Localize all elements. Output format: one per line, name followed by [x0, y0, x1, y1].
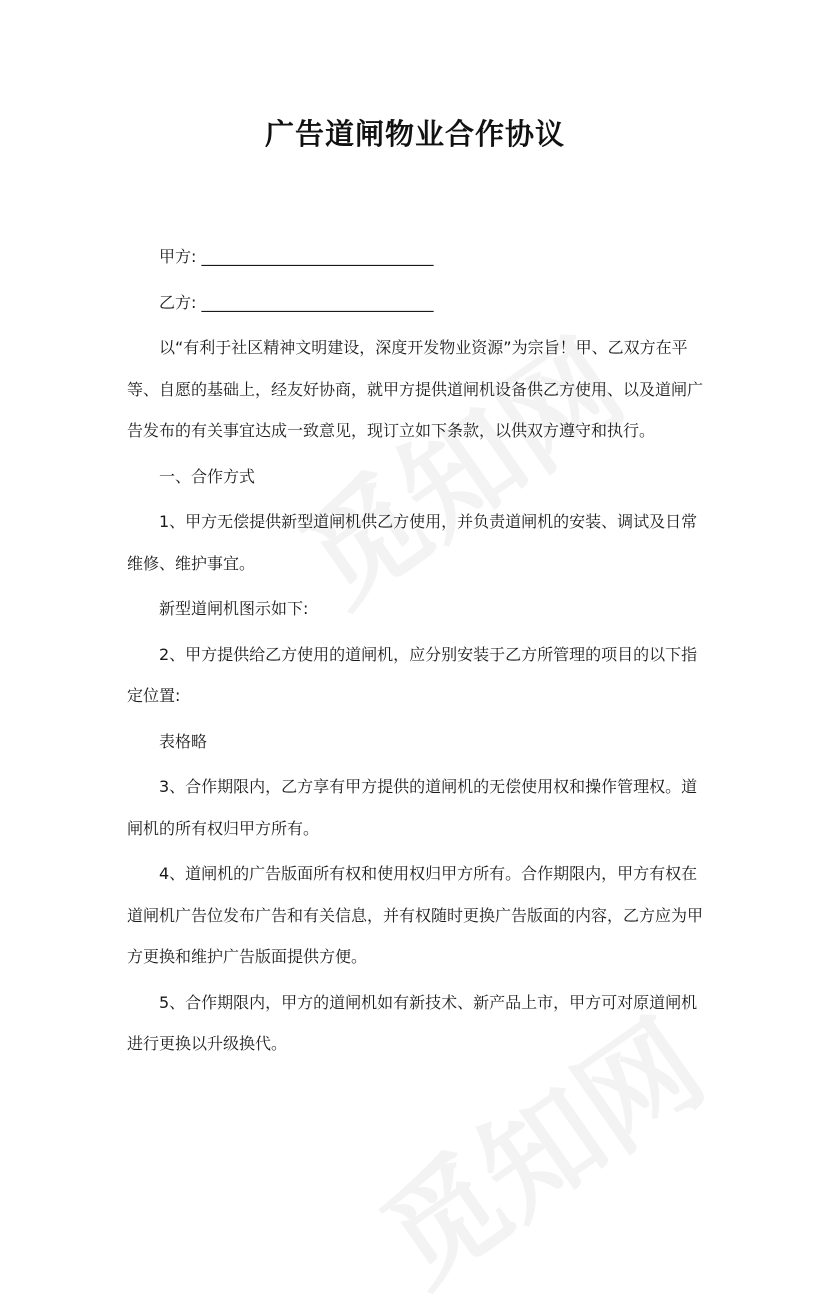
paragraph-clause-1: 1、甲方无偿提供新型道闸机供乙方使用，并负责道闸机的安装、调试及日常维修、维护事宜。: [127, 512, 698, 573]
party-b-label: 乙方:: [159, 292, 197, 312]
paragraph-clause-2: 2、甲方提供给乙方使用的道闸机，应分别安装于乙方所管理的项目的以下指定位置:: [127, 644, 698, 705]
party-a-blank: _____________________________: [201, 247, 434, 266]
party-a-line: [127, 236, 707, 278]
paragraph-clause-3: 3、合作期限内，乙方享有甲方提供的道闸机的无偿使用权和操作管理权。道闸机的所有权归甲方所有。: [127, 777, 698, 838]
section-heading: 一、合作方式: [159, 466, 256, 486]
party-b-blank: _____________________________: [201, 292, 434, 312]
party-b-line: [127, 282, 707, 324]
paragraph-clause-5: 5、合作期限内，甲方的道闸机如有新技术、新产品上市，甲方可对原道闸机进行更换以升级换代。: [127, 992, 698, 1053]
paragraph-figure-note: 新型道闸机图示如下:: [159, 599, 309, 618]
document-title: 广告道闸物业合作协议: [264, 117, 565, 151]
paragraph-preamble: 以“有利于社区精神文明建设，深度开发物业资源”为宗旨！甲、乙双方在平等、自愿的基础上，经友好协商，就甲方提供道闸机设备供乙方使用、以及道闸广告发布的有关事宜达成一致意见，现订立如下条款，以供双方遵守和执行。: [127, 338, 704, 440]
paragraph-table-note: 表格略: [159, 731, 208, 751]
paragraph-clause-4: 4、道闸机的广告版面所有权和使用权归甲方所有。合作期限内，甲方有权在道闸机广告位发布广告和有关信息，并有权随时更换广告版面的内容，乙方应为甲方更换和维护广告版面提供方便。: [127, 864, 704, 966]
document-body: [127, 236, 707, 1069]
party-a-label: 甲方:: [159, 247, 197, 266]
